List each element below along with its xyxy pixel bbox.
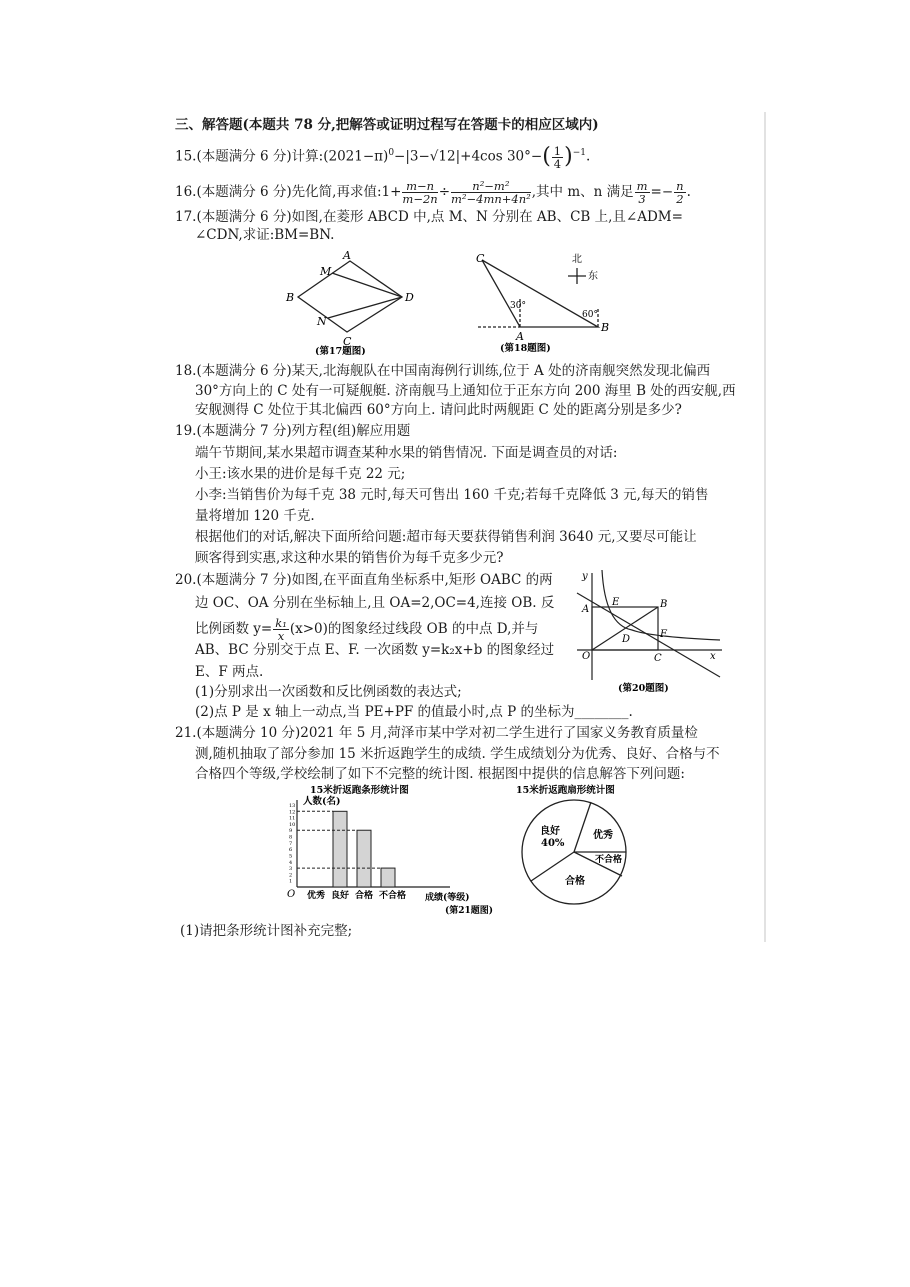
question-18-line: 30°方向上的 C 处有一可疑舰艇. 济南舰马上通知位于正东方向 200 海里 B 处的西安舰,西 [195, 383, 736, 399]
question-20-sub1: (1)分别求出一次函数和反比例函数的表达式; [195, 684, 462, 700]
q16-fraction: $\frac{\text{n²−m²}}{\text{m²−4mn+4n²}}$ [451, 179, 531, 206]
question-20-line: 20.(本题满分 7 分)如图,在平面直角坐标系中,矩形 OABC 的两 [175, 572, 553, 588]
label-e: E [612, 597, 620, 608]
q15-expr: −|3−√12|+4cos 30°− [394, 148, 543, 165]
pie-chart-title: 15米折返跑扇形统计图 [516, 785, 615, 796]
scan-edge-line [764, 112, 766, 942]
q15-exp: −1 [572, 148, 586, 158]
question-20-line: E、F 两点. [195, 664, 264, 680]
angle-60-label: 60° [582, 310, 598, 320]
y-tick-label: 13 [289, 803, 296, 809]
question-19-line: 19.(本题满分 7 分)列方程(组)解应用题 [175, 423, 411, 439]
east-label: 东 [588, 271, 598, 282]
category-label: 合格 [355, 891, 374, 901]
y-tick-label: 10 [289, 821, 296, 828]
figure-18-navigation [470, 248, 620, 353]
question-17-line: ∠CDN,求证:BM=BN. [195, 227, 335, 243]
category-label: 优秀 [307, 891, 326, 901]
label-a: A [582, 604, 590, 615]
question-19-line: 小李:当销售价为每千克 38 元时,每天可售出 160 千克;若每千克降低 3 元,每天的销售 [195, 487, 709, 503]
y-tick-label: 2 [289, 872, 293, 879]
question-20-line: 边 OC、OA 分别在坐标轴上,且 OA=2,OC=4,连接 OB. 反 [195, 595, 555, 611]
q16-fraction: $\frac{n}{2}$ [676, 179, 684, 206]
y-tick-label: 7 [289, 840, 293, 847]
label-b: B [601, 321, 610, 334]
q15-expr: (2021−π) [323, 148, 389, 165]
x-axis-label: 成绩(等级) [425, 893, 470, 903]
answer-blank: ________. [574, 704, 633, 720]
figure-20-coordinate [572, 565, 732, 695]
q15-label: 15.(本题满分 6 分)计算: [175, 148, 324, 165]
slice-pct-good: 40% [541, 838, 565, 849]
figure-caption: (第21题图) [445, 906, 494, 916]
y-tick-label: 5 [289, 853, 293, 860]
angle-30-label: 30° [510, 301, 526, 311]
question-19-line: 端午节期间,某水果超市调查某种水果的销售情况. 下面是调查员的对话: [195, 445, 618, 461]
section-title: 三、解答题(本题共 78 分,把解答或证明过程写在答题卡的相应区域内) [175, 117, 599, 133]
label-d: D [622, 634, 631, 645]
q15-fraction: $\frac{1}{4}$ [553, 143, 562, 171]
label-b: B [660, 599, 668, 610]
figure-17-rhombus [280, 250, 440, 355]
label-f: F [660, 629, 667, 640]
slice-label-fail: 不合格 [595, 855, 623, 865]
category-label: 不合格 [379, 891, 407, 901]
y-tick-label: 12 [289, 809, 296, 816]
question-21-line: 测,随机抽取了部分参加 15 米折返跑学生的成绩. 学生成绩划分为优秀、良好、合格与不 [195, 746, 720, 762]
question-16: 16.(本题满分 6 分)先化简,再求值:1+ $\frac{m-n}{m-2n}$ ÷ $\frac{\text{n²−m²}}{\text{m²−4mn+4n²}}$ ,其中 m、n 满足 $\frac{m}{3}$ =− $\frac{n}{2}$ . [175, 179, 691, 206]
bar-不合格 [381, 868, 395, 887]
axis-y-label: y [582, 571, 588, 582]
q16-fraction: $\frac{m}{3}$ [636, 179, 648, 206]
label-a: A [516, 330, 524, 343]
question-20-sub2: (2)点 P 是 x 轴上一动点,当 PE+PF 的值最小时,点 P 的坐标为________. [195, 704, 633, 720]
label-c: C [476, 252, 485, 265]
y-tick-label: 8 [289, 834, 293, 841]
figure-caption: (第17题图) [315, 346, 366, 355]
y-axis-label: 人数(名) [303, 796, 341, 807]
slice-label-pass: 合格 [565, 876, 585, 887]
question-21-line: 合格四个等级,学校绘制了如下不完整的统计图. 根据图中提供的信息解答下列问题: [195, 766, 685, 782]
question-20-line: AB、BC 分别交于点 E、F. 一次函数 y=k₂x+b 的图象经过 [195, 642, 555, 658]
question-20-line: 比例函数 y= $\frac{\text{k₁}}{x}$ (x>0)的图象经过线段 OB 的中点 D,并与 [195, 616, 539, 643]
question-21-sub1: (1)请把条形统计图补充完整; [180, 923, 353, 939]
y-tick-label: 6 [289, 847, 293, 854]
question-17-line: 17.(本题满分 6 分)如图,在菱形 ABCD 中,点 M、N 分别在 AB、CB 上,且∠ADM= [175, 209, 683, 225]
label-d: D [405, 291, 414, 304]
y-tick-label: 3 [289, 866, 293, 873]
label-m: M [320, 265, 332, 278]
label-a: A [343, 250, 351, 262]
question-19-line: 小王:该水果的进价是每千克 22 元; [195, 466, 406, 482]
y-tick-label: 9 [289, 828, 293, 835]
north-label: 北 [572, 254, 582, 265]
question-18-line: 18.(本题满分 6 分)某天,北海舰队在中国南海例行训练,位于 A 处的济南舰突然发现北偏西 [175, 363, 711, 379]
question-19-line: 根据他们的对话,解决下面所给问题:超市每天要获得销售利润 3640 元,又要尽可能让 [195, 529, 697, 545]
question-19-line: 量将增加 120 千克. [195, 508, 315, 524]
figure-caption: (第18题图) [500, 343, 551, 353]
label-c: C [654, 653, 662, 664]
y-tick-label: 1 [289, 878, 293, 885]
question-21-line: 21.(本题满分 10 分)2021 年 5 月,菏泽市某中学对初二学生进行了国家义务教育质量检 [175, 725, 698, 741]
q16-fraction: $\frac{m-n}{m-2n}$ [402, 179, 438, 206]
axis-x-label: x [710, 651, 716, 662]
slice-label-good: 良好 [540, 826, 560, 837]
y-tick-label: 11 [289, 815, 296, 822]
question-18-line: 安舰测得 C 处位于其北偏西 60°方向上. 请问此时两舰距 C 处的距离分别是多少? [195, 402, 682, 418]
pie-chart [510, 782, 640, 912]
q15-exp: 0 [388, 148, 395, 158]
bar-chart-title: 15米折返跑条形统计图 [310, 785, 409, 796]
figure-caption: (第20题图) [618, 683, 669, 694]
y-tick-label: 4 [289, 859, 293, 866]
label-n: N [317, 315, 327, 328]
slice-label-excellent: 优秀 [593, 830, 613, 841]
question-19-line: 顾客得到实惠,求这种水果的销售价为每千克多少元? [195, 550, 504, 566]
category-label: 良好 [331, 891, 350, 901]
label-o: O [582, 651, 591, 662]
label-b: B [286, 291, 295, 304]
label-c: C [343, 335, 352, 348]
bar-良好 [333, 811, 347, 887]
bar-chart [285, 782, 505, 922]
question-15: 15.(本题满分 6 分)计算$:(2021-\pi)^0-|3-√12|+4\cos$ 30°−( $\frac{1}{4}$ )$^{-1}$. [175, 143, 591, 171]
bar-合格 [357, 830, 371, 887]
origin-label: O [287, 889, 296, 900]
